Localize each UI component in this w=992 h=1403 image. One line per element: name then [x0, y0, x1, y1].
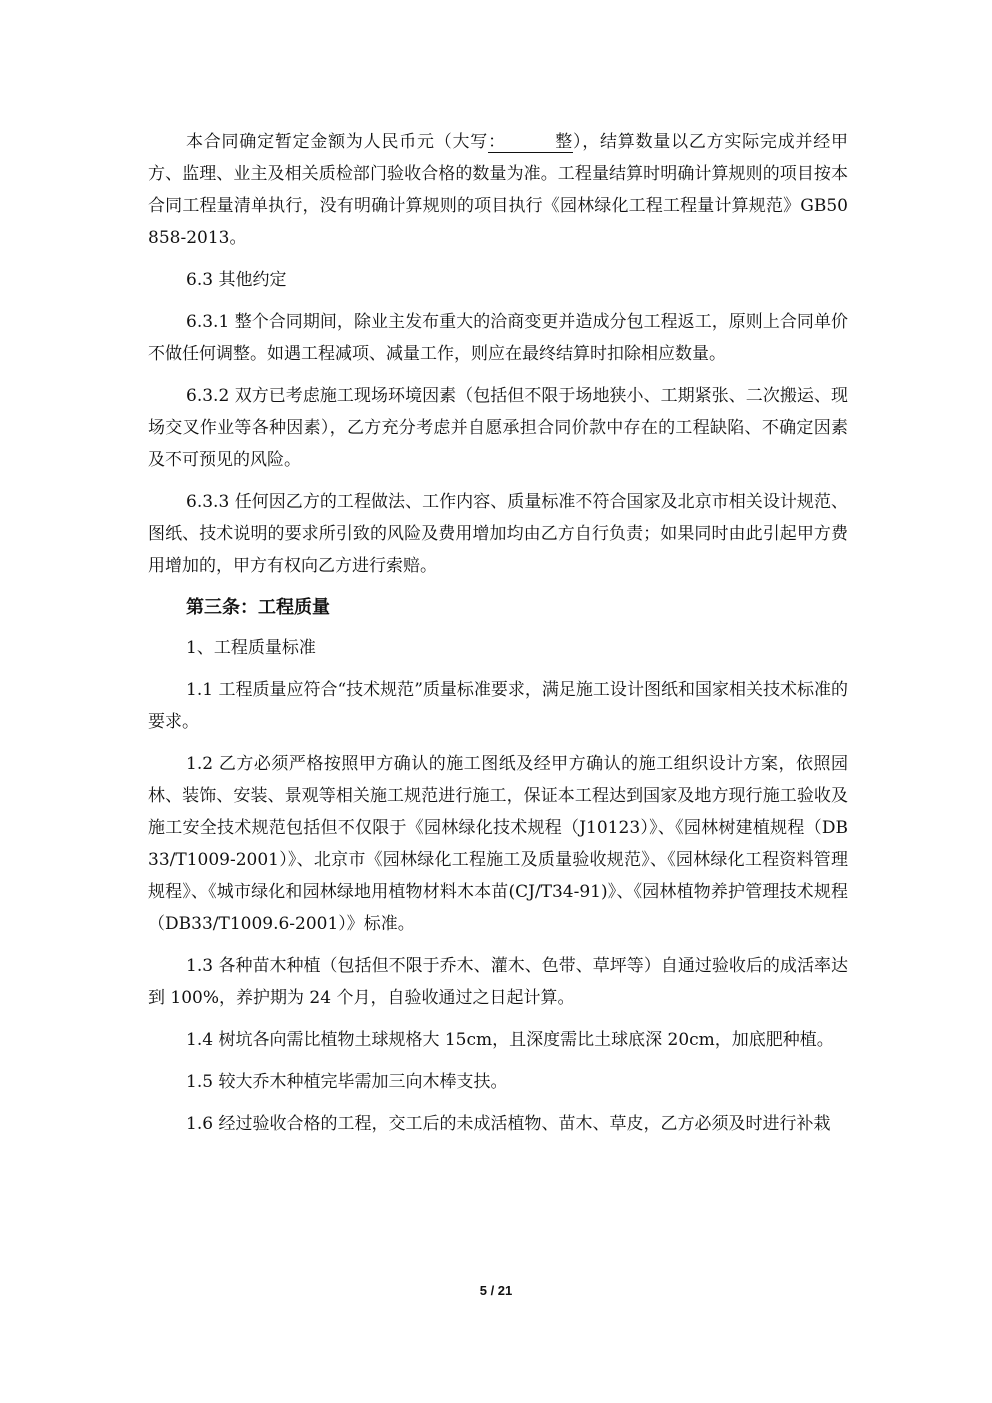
text-segment: ），结算数量以乙方实际完成并经甲方、监理、业主及相关质检部门验收合格的数量为准。工程量结算时明确计算规则的项目按本合同工程量清单执行，没有明确计算规则的项目执行《园林绿化工程工程量计算规范》GB50858-2013。 [148, 132, 849, 248]
amount-uppercase-blank: ： 整 [488, 132, 573, 152]
section-6-3-title: 6.3 其他约定 [186, 270, 287, 290]
text-segment: 本合同确定暂定金额为人民币 [186, 132, 417, 152]
paragraph-1-2: 1.2 乙方必须严格按照甲方确认的施工图纸及经甲方确认的施工组织设计方案，依照园林、装饰、安装、景观等相关施工规范进行施工，保证本工程达到国家及地方现行施工验收及施工安全技术规范包括但不仅限于《园林绿化技术规程（J10123）》、《园林树建植规程（DB33/T1009-2001）》、北京市《园林绿化工程施工及质量验收规范》、《园林绿化工程资料管理规程》、《城市绿化和园林绿地用植物材料木本苗(CJ/T34-91)》、《园林植物养护管理技术规程（DB33/T1009.6-2001）》标准。 [148, 754, 848, 934]
paragraph-6-3-2: 6.3.2 双方已考虑施工现场环境因素（包括但不限于场地狭小、工期紧张、二次搬运、现场交叉作业等各种因素），乙方充分考虑并自愿承担合同价款中存在的工程缺陷、不确定因素及不可预见的风险。 [148, 386, 848, 470]
paragraph-quality-standard: 1、工程质量标准 [186, 638, 316, 658]
paragraph-1-4: 1.4 树坑各向需比植物土球规格大 15cm，且深度需比土球底深 20cm，加底肥种植。 [186, 1030, 834, 1050]
page-number: 5 / 21 [479, 1283, 513, 1298]
paragraph-1-5: 1.5 较大乔木种植完毕需加三向木棒支扶。 [186, 1072, 508, 1092]
article-3-heading: 第三条：工程质量 [186, 597, 330, 618]
text-segment: 元（大写 [417, 132, 489, 152]
paragraph-1-3: 1.3 各种苗木种植（包括但不限于乔木、灌木、色带、草坪等）自通过验收后的成活率达到 100%，养护期为 24 个月，自验收通过之日起计算。 [148, 956, 848, 1008]
paragraph-1-6: 1.6 经过验收合格的工程，交工后的未成活植物、苗木、草皮，乙方必须及时进行补栽 [186, 1114, 831, 1134]
document-body [148, 126, 848, 1150]
paragraph-1-1: 1.1 工程质量应符合“技术规范”质量标准要求，满足施工设计图纸和国家相关技术标准的要求。 [148, 680, 848, 732]
paragraph-6-3-1: 6.3.1 整个合同期间，除业主发布重大的洽商变更并造成分包工程返工，原则上合同单价不做任何调整。如遇工程减项、减量工作，则应在最终结算时扣除相应数量。 [148, 312, 848, 364]
paragraph-6-3-3: 6.3.3 任何因乙方的工程做法、工作内容、质量标准不符合国家及北京市相关设计规范、图纸、技术说明的要求所引致的风险及费用增加均由乙方自行负责；如果同时由此引起甲方费用增加的，甲方有权向乙方进行索赔。 [148, 492, 848, 576]
paragraph-contract-amount [148, 126, 848, 254]
